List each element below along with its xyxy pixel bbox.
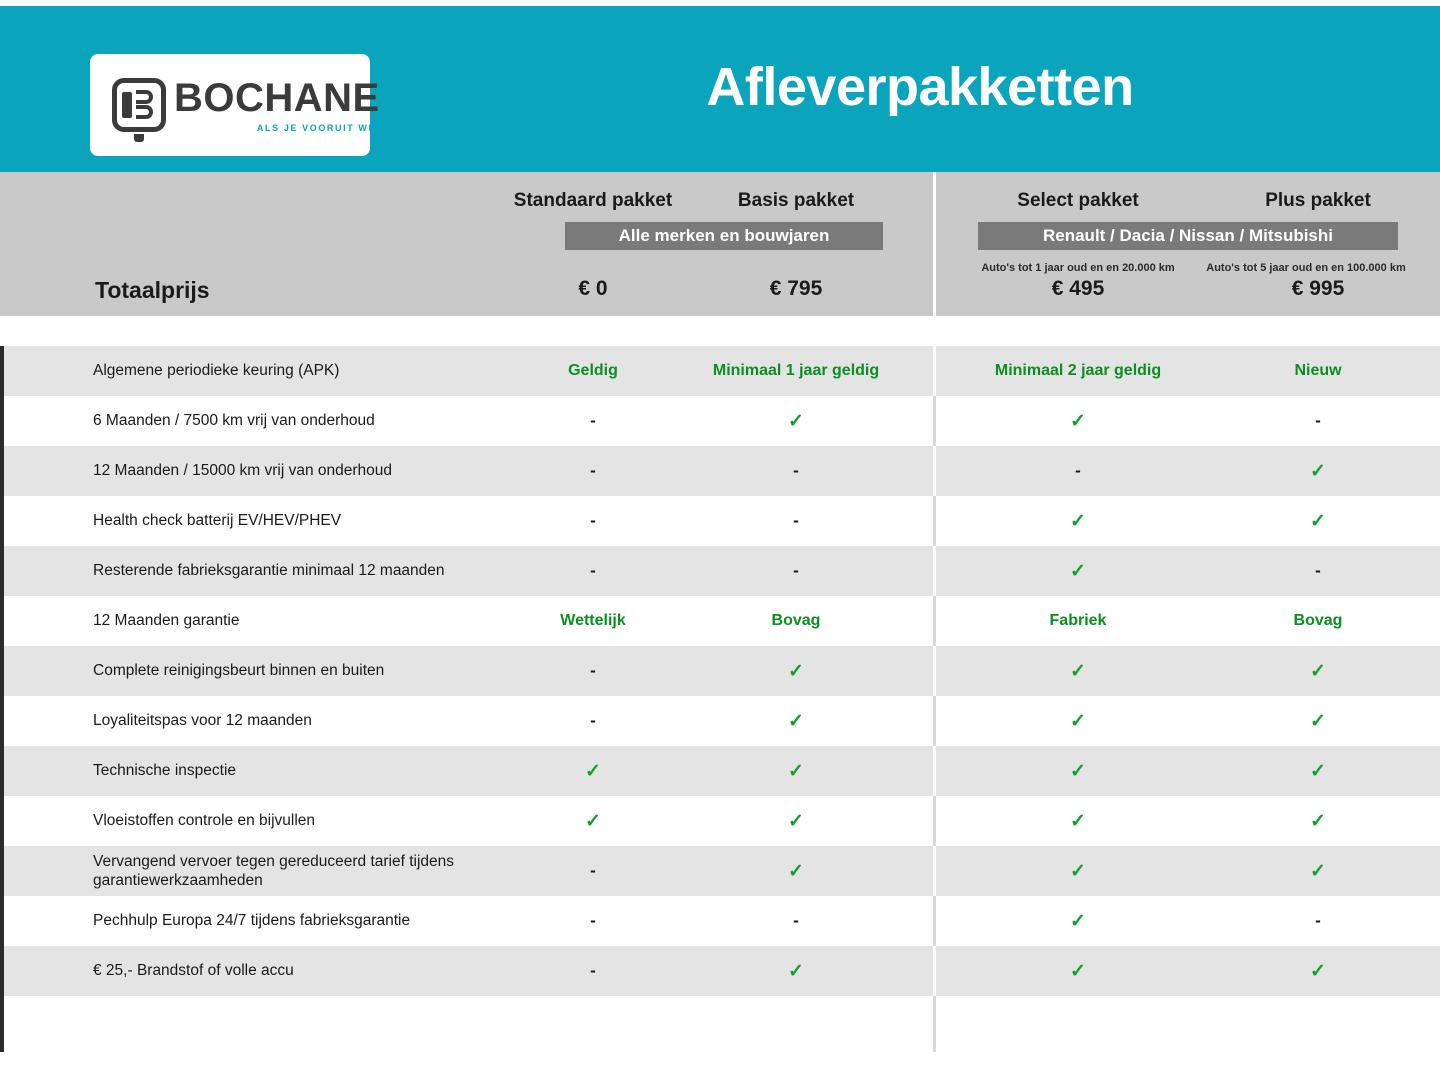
check-icon: ✓ [788, 760, 804, 782]
logo-wordmark: BOCHANE [174, 75, 380, 120]
table-row [0, 646, 1440, 696]
value-text: Bovag [771, 612, 821, 629]
dash-icon: - [1075, 461, 1081, 480]
feature-label: Complete reinigingsbeurt binnen en buiten [93, 662, 385, 680]
feature-value-cell [985, 496, 1171, 546]
check-icon: ✓ [1070, 410, 1086, 432]
feature-value-cell [1225, 496, 1411, 546]
feature-value-cell [500, 896, 686, 946]
row-marker [0, 946, 4, 996]
feature-value-cell [985, 896, 1171, 946]
column-group-divider [933, 546, 936, 596]
table-row [0, 546, 1440, 596]
dash-icon: - [590, 961, 596, 980]
row-marker [0, 346, 4, 396]
feature-label: € 25,- Brandstof of volle accu [93, 962, 294, 980]
feature-value-cell [1225, 596, 1411, 646]
feature-value-cell [703, 396, 889, 446]
column-group-divider [933, 496, 936, 546]
check-icon: ✓ [1070, 660, 1086, 682]
feature-value-cell [500, 646, 686, 696]
dash-icon: - [793, 461, 799, 480]
feature-label: Resterende fabrieksgarantie minimaal 12 maanden [93, 562, 445, 580]
table-row [0, 346, 1440, 396]
check-icon: ✓ [788, 710, 804, 732]
feature-value-cell [703, 696, 889, 746]
table-row [0, 746, 1440, 796]
table-row [0, 846, 1440, 896]
row-marker [0, 396, 4, 446]
feature-value-cell [1225, 846, 1411, 896]
feature-value-cell [703, 646, 889, 696]
value-text: Bovag [1293, 612, 1343, 629]
feature-value-cell [500, 746, 686, 796]
feature-label: Loyaliteitspas voor 12 maanden [93, 712, 312, 730]
feature-value-cell [1225, 896, 1411, 946]
dash-icon: - [1315, 911, 1321, 930]
dash-icon: - [590, 861, 596, 880]
page-title: Afleverpakketten [706, 57, 1134, 117]
check-icon: ✓ [788, 810, 804, 832]
table-row [0, 946, 1440, 996]
table-row [0, 446, 1440, 496]
dash-icon: - [793, 511, 799, 530]
dash-icon: - [590, 911, 596, 930]
row-marker [0, 696, 4, 746]
check-icon: ✓ [1310, 460, 1326, 482]
column-group-divider [933, 746, 936, 796]
feature-label: Technische inspectie [93, 762, 237, 780]
feature-value-cell [500, 696, 686, 746]
table-top-spacer [0, 316, 1440, 346]
feature-value-cell [703, 846, 889, 896]
row-marker [0, 546, 4, 596]
feature-value-cell [703, 496, 889, 546]
feature-table [0, 316, 1440, 1052]
column-group-divider [933, 846, 936, 896]
table-row [0, 896, 1440, 946]
feature-value-cell [1225, 696, 1411, 746]
feature-value-cell [500, 846, 686, 896]
feature-value-cell [703, 896, 889, 946]
dash-icon: - [590, 561, 596, 580]
check-icon: ✓ [1310, 510, 1326, 532]
feature-value-cell [985, 596, 1171, 646]
value-text: Minimaal 1 jaar geldig [712, 362, 880, 379]
column-group-divider [933, 446, 936, 496]
check-icon: ✓ [1070, 710, 1086, 732]
check-icon: ✓ [1070, 510, 1086, 532]
check-icon: ✓ [788, 860, 804, 882]
feature-value-cell [703, 446, 889, 496]
dash-icon: - [793, 561, 799, 580]
feature-value-cell [1225, 396, 1411, 446]
table-row [0, 396, 1440, 446]
table-row [0, 796, 1440, 846]
feature-value-cell [703, 746, 889, 796]
feature-value-cell [703, 946, 889, 996]
feature-value-cell [985, 696, 1171, 746]
check-icon: ✓ [1070, 910, 1086, 932]
value-text: Fabriek [1049, 612, 1107, 629]
price-select: € 495 [1051, 277, 1105, 300]
logo-tagline: ALS JE VOORUIT WIL [256, 122, 380, 133]
column-group-divider [933, 596, 936, 646]
value-text: Nieuw [1294, 362, 1342, 379]
logo-text [174, 75, 380, 133]
feature-value-cell [1225, 946, 1411, 996]
column-group-divider [933, 996, 936, 1052]
dash-icon: - [1315, 561, 1321, 580]
check-icon: ✓ [788, 960, 804, 982]
value-text: Wettelijk [560, 612, 626, 629]
feature-value-cell [1225, 546, 1411, 596]
check-icon: ✓ [1310, 960, 1326, 982]
feature-value-cell [985, 346, 1171, 396]
row-marker [0, 796, 4, 846]
logo [90, 54, 380, 156]
table-header-band [0, 172, 1440, 316]
feature-label: 12 Maanden / 15000 km vrij van onderhoud [93, 462, 393, 480]
feature-value-cell [500, 546, 686, 596]
check-icon: ✓ [1070, 760, 1086, 782]
check-icon: ✓ [788, 410, 804, 432]
feature-label: Vloeistoffen controle en bijvullen [93, 812, 316, 830]
feature-value-cell [500, 346, 686, 396]
check-icon: ✓ [1070, 810, 1086, 832]
column-group-divider [933, 796, 936, 846]
check-icon: ✓ [1310, 710, 1326, 732]
feature-value-cell [985, 946, 1171, 996]
subnote-select: Auto's tot 1 jaar oud en en 20.000 km [981, 262, 1175, 274]
row-marker [0, 896, 4, 946]
feature-label: Pechhulp Europa 24/7 tijdens fabrieksgarantie [93, 912, 411, 930]
feature-value-cell [500, 446, 686, 496]
dash-icon: - [590, 511, 596, 530]
feature-value-cell [500, 946, 686, 996]
feature-label: Vervangend vervoer tegen gereduceerd tarief tijdens garantiewerkzaamheden [93, 852, 455, 889]
feature-label: Health check batterij EV/HEV/PHEV [93, 512, 342, 530]
dash-icon: - [590, 711, 596, 730]
feature-value-cell [985, 846, 1171, 896]
dash-icon: - [1315, 411, 1321, 430]
column-header-plus: Plus pakket [1265, 190, 1371, 211]
row-marker [0, 846, 4, 896]
column-header-select: Select pakket [1017, 190, 1139, 211]
value-text: Geldig [568, 362, 618, 379]
bochane-logo-icon [112, 78, 166, 132]
column-header-basis: Basis pakket [737, 190, 855, 211]
price-basis: € 795 [769, 277, 823, 300]
column-group-divider [933, 696, 936, 746]
table-row [0, 496, 1440, 546]
feature-value-cell [985, 396, 1171, 446]
row-marker [0, 496, 4, 546]
dash-icon: - [590, 411, 596, 430]
column-group-divider [933, 346, 936, 396]
price-plus: € 995 [1291, 277, 1345, 300]
table-bottom-spacer [0, 996, 1440, 1052]
row-marker [0, 596, 4, 646]
check-icon: ✓ [1310, 860, 1326, 882]
column-group-divider [933, 896, 936, 946]
feature-value-cell [985, 646, 1171, 696]
check-icon: ✓ [585, 760, 601, 782]
table-row [0, 696, 1440, 746]
feature-value-cell [1225, 646, 1411, 696]
feature-value-cell [500, 796, 686, 846]
feature-value-cell [703, 796, 889, 846]
group-bar-renault-dacia-nissan-mitsubishi: Renault / Dacia / Nissan / Mitsubishi [978, 222, 1398, 250]
dash-icon: - [590, 461, 596, 480]
total-price-label: Totaalprijs [95, 277, 210, 303]
column-group-divider [933, 396, 936, 446]
value-text: Minimaal 2 jaar geldig [994, 362, 1162, 379]
dash-icon: - [793, 911, 799, 930]
header-column-divider [933, 172, 936, 316]
check-icon: ✓ [1310, 660, 1326, 682]
check-icon: ✓ [1310, 810, 1326, 832]
price-standaard: € 0 [578, 277, 608, 300]
feature-value-cell [1225, 796, 1411, 846]
subnote-plus: Auto's tot 5 jaar oud en en 100.000 km [1206, 262, 1406, 274]
feature-value-cell [985, 446, 1171, 496]
feature-value-cell [703, 596, 889, 646]
row-marker [0, 446, 4, 496]
column-header-standaard: Standaard pakket [513, 190, 673, 211]
feature-value-cell [985, 796, 1171, 846]
feature-label: 6 Maanden / 7500 km vrij van onderhoud [93, 412, 375, 430]
check-icon: ✓ [1310, 760, 1326, 782]
column-group-divider [933, 946, 936, 996]
row-marker [0, 646, 4, 696]
feature-value-cell [985, 546, 1171, 596]
feature-value-cell [500, 596, 686, 646]
group-bar-alle-merken: Alle merken en bouwjaren [565, 222, 883, 250]
check-icon: ✓ [585, 810, 601, 832]
check-icon: ✓ [788, 660, 804, 682]
header-banner [0, 6, 1440, 172]
feature-value-cell [1225, 346, 1411, 396]
feature-value-cell [703, 546, 889, 596]
row-marker [0, 746, 4, 796]
check-icon: ✓ [1070, 960, 1086, 982]
feature-label: 12 Maanden garantie [93, 612, 240, 630]
dash-icon: - [590, 661, 596, 680]
feature-value-cell [500, 496, 686, 546]
feature-label: Algemene periodieke keuring (APK) [93, 362, 340, 380]
row-marker [0, 996, 4, 1052]
check-icon: ✓ [1070, 860, 1086, 882]
column-group-divider [933, 646, 936, 696]
feature-value-cell [500, 396, 686, 446]
feature-value-cell [703, 346, 889, 396]
feature-value-cell [985, 746, 1171, 796]
feature-value-cell [1225, 746, 1411, 796]
table-row [0, 596, 1440, 646]
check-icon: ✓ [1070, 560, 1086, 582]
feature-value-cell [1225, 446, 1411, 496]
